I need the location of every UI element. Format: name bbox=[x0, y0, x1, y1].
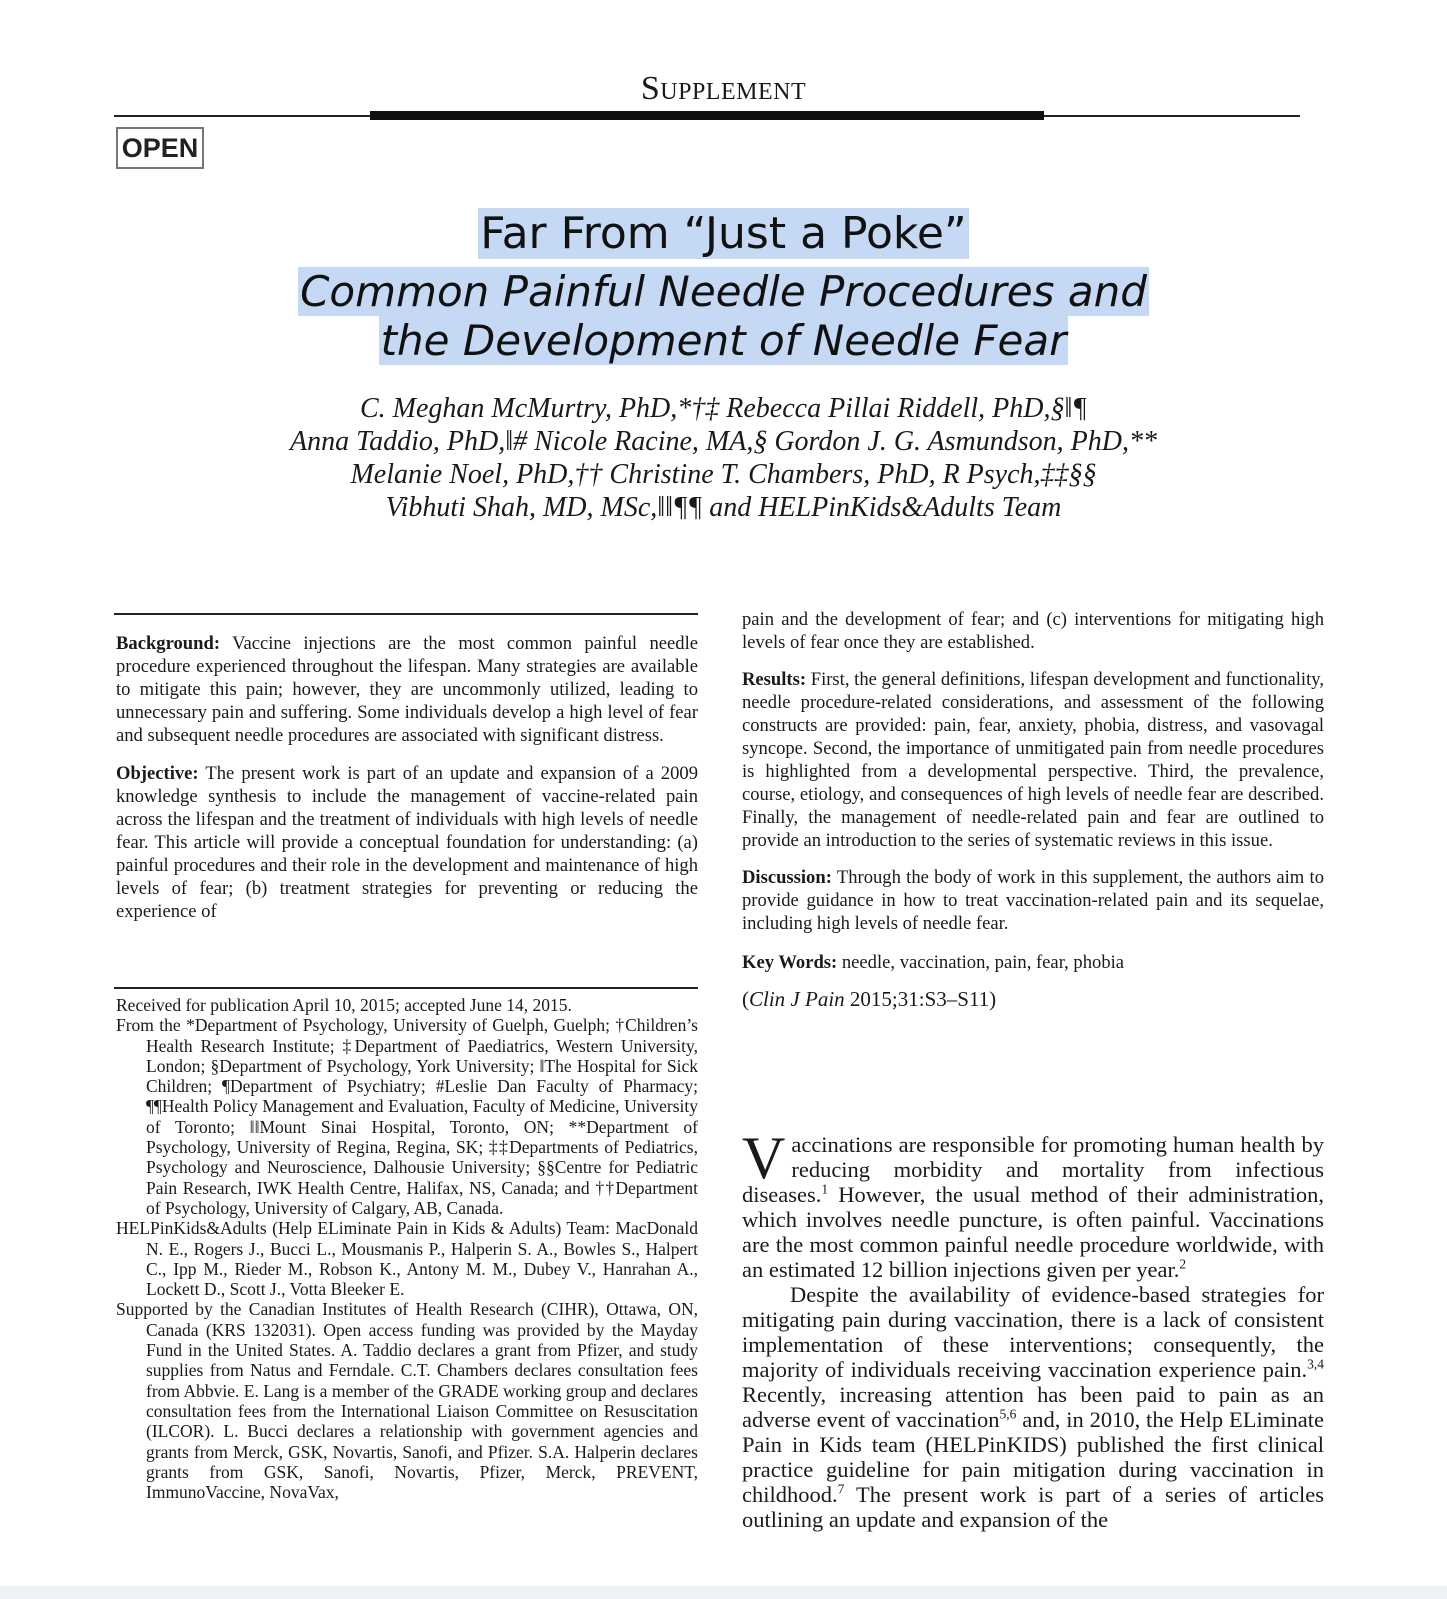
support-note: Supported by the Canadian Institutes of Health Research (CIHR), Ottawa, ON, Canada (KRS 132031). Open access funding was provided by the Mayday Fund in the United States. A. Taddio declares a grant from Pfizer, and study supplies from Natus and Ferndale. C.T. Chambers declares consultation fees from Abbvie. E. Lang is a member of the GRADE working group and declares consultation fees from the International Liaison Committee on Resuscitation (ILCOR). L. Bucci declares a relationship with government agencies and grants from Merck, GSK, Novartis, Sanofi, and Pfizer. S.A. Halperin declares grants from GSK, Sanofi, Novartis, Pfizer, Merck, PREVENT, ImmunoVaccine, NovaVax, bbox=[116, 1299, 698, 1503]
abstract-background bbox=[116, 632, 698, 747]
author-line: C. Meghan McMurtry, PhD,*†‡ Rebecca Pillai Riddell, PhD,§‖¶ bbox=[359, 393, 1087, 424]
objective-continued: pain and the development of fear; and (c) interventions for mitigating high levels of fear once they are established. bbox=[742, 609, 1324, 653]
keywords-label: Key Words: bbox=[742, 952, 838, 973]
reference-marker: 7 bbox=[837, 1481, 845, 1497]
subtitle-line-2: the Development of Needle Fear bbox=[380, 316, 1067, 365]
discussion-text: Through the body of work in this supplement, the authors aim to provide guidance in how to treat vaccination-related pain and its sequelae, including high levels of needle fear. bbox=[742, 867, 1324, 934]
reference-marker: 3,4 bbox=[1307, 1356, 1324, 1372]
abstract-discussion bbox=[742, 866, 1324, 935]
article-title bbox=[0, 207, 1447, 261]
article-title-text: Far From “Just a Poke” bbox=[480, 208, 967, 259]
header-thick-rule bbox=[370, 111, 1044, 120]
body-text bbox=[742, 1132, 1324, 1582]
body-text-run: However, the usual method of their administration, which involves needle puncture, is often painful. Vaccinations are the most common painful needle procedure worldwide, with an estimated 12 billion injections given per year. bbox=[742, 1182, 1324, 1282]
key-words bbox=[742, 951, 1324, 974]
citation-details: 2015;31:S3–S11) bbox=[849, 987, 997, 1011]
citation: (Clin J Pain 2015;31:S3–S11) bbox=[742, 987, 997, 1011]
abstract-results bbox=[742, 668, 1324, 852]
body-text-run: The present work is part of a series of articles outlining an update and expansion of the bbox=[742, 1482, 1324, 1532]
body-paragraph-2 bbox=[742, 1282, 1324, 1532]
body-paragraph-1 bbox=[742, 1132, 1324, 1282]
abstract-objective bbox=[116, 762, 698, 923]
background-text: Vaccine injections are the most common painful needle procedure experienced throughout the lifespan. Many strategies are available to mitigate this pain; however, they are uncommonly utilized, leading to unnecessary pain and suffering. Some individuals develop a high level of fear and subsequent needle procedures are associated with significant distress. bbox=[116, 633, 699, 746]
reference-marker: 5,6 bbox=[999, 1406, 1017, 1422]
body-text-run: Recently, increasing attention has been paid to pain as an adverse event of vaccination bbox=[742, 1382, 1324, 1432]
discussion-label: Discussion: bbox=[742, 867, 832, 888]
abstract-right bbox=[742, 608, 1324, 1011]
reference-marker: 2 bbox=[1179, 1256, 1187, 1272]
viewer-bottom-bar bbox=[0, 1586, 1447, 1599]
open-access-badge: OPEN bbox=[116, 127, 204, 169]
reference-marker: 1 bbox=[821, 1181, 829, 1197]
affiliations-note: From the *Department of Psychology, University of Guelph, Guelph; †Children’s Health Research Institute; ‡Department of Paediatrics, Western University, London; §Department of Psychology, York University; ‖The Hospital for Sick Children; ¶Department of Psychiatry; #Leslie Dan Faculty of Pharmacy; ¶¶Health Policy Management and Evaluation, Faculty of Medicine, University of Toronto; ‖‖Mount Sinai Hospital, Toronto, ON; **Department of Psychology, University of Regina, Regina, SK; ‡‡Departments of Pediatrics, Psychology and Neuroscience, Dalhousie University; §§Centre for Pediatric Pain Research, IWK Health Centre, Halifax, NS, Canada; and ††Department of Psychology, University of Calgary, AB, Canada. bbox=[116, 1015, 698, 1218]
team-note: HELPinKids&Adults (Help ELiminate Pain in Kids & Adults) Team: MacDonald N. E., Rogers J., Bucci L., Mousmanis P., Halperin S. A., Bowles S., Halpert C., Ipp M., Rieder M., Robson K., Antony M. M., Dubey V., Hanrahan A., Lockett D., Scott J., Votta Bleeker E. bbox=[116, 1218, 698, 1300]
footnote-rule bbox=[114, 987, 698, 989]
objective-label: Objective: bbox=[116, 763, 199, 784]
results-text: First, the general definitions, lifespan development and functionality, needle procedure-related considerations, and assessment of the following constructs are provided: pain, fear, anxiety, phobia, distress, and vasovagal syncope. Second, the importance of unmitigated pain from needle procedures is highlighted from a developmental perspective. Third, the prevalence, course, etiology, and consequences of high levels of needle fear are described. Finally, the management of needle-related pain and fear are outlined to provide an introduction to the series of systematic reviews in this issue. bbox=[742, 669, 1325, 851]
received-note: Received for publication April 10, 2015; accepted June 14, 2015. bbox=[116, 995, 572, 1015]
abstract-top-rule bbox=[114, 613, 698, 615]
footnotes bbox=[116, 995, 698, 1502]
citation-journal: Clin J Pain bbox=[749, 987, 845, 1011]
body-text-run: Despite the availability of evidence-based strategies for mitigating pain during vaccination, there is a lack of consistent implementation of these interventions; consequently, the majority of individuals receiving vaccination experience pain. bbox=[742, 1282, 1324, 1382]
subtitle-line-1: Common Painful Needle Procedures and bbox=[300, 267, 1147, 316]
keywords-text: needle, vaccination, pain, fear, phobia bbox=[841, 952, 1125, 973]
results-label: Results: bbox=[742, 669, 807, 690]
drop-cap: V bbox=[742, 1132, 786, 1191]
abstract-left bbox=[116, 632, 698, 923]
author-line: Melanie Noel, PhD,†† Christine T. Chambers, PhD, R Psych,‡‡§§ bbox=[350, 459, 1097, 490]
article-subtitle bbox=[0, 268, 1447, 366]
background-label: Background: bbox=[116, 633, 221, 654]
author-list bbox=[0, 392, 1447, 524]
body-text-run: accinations are responsible for promoting human health by reducing morbidity and mortality from infectious diseases. bbox=[742, 1132, 1324, 1207]
author-line: Anna Taddio, PhD,‖# Nicole Racine, MA,§ Gordon J. G. Asmundson, PhD,** bbox=[290, 426, 1157, 457]
section-label: Supplement bbox=[640, 70, 807, 107]
body-text-run: and, in 2010, the Help ELiminate Pain in Kids team (HELPinKIDS) published the first clinical practice guideline for pain mitigation during vaccination in childhood. bbox=[742, 1407, 1324, 1507]
author-line: Vibhuti Shah, MD, MSc,‖‖¶¶ and HELPinKids&Adults Team bbox=[385, 492, 1062, 523]
objective-text: The present work is part of an update and expansion of a 2009 knowledge synthesis to include the management of vaccine-related pain across the lifespan and the treatment of individuals with high levels of needle fear. This article will provide a conceptual foundation for understanding: (a) painful procedures and their role in the development and maintenance of high levels of fear; (b) treatment strategies for preventing or reducing the experience of bbox=[116, 763, 698, 922]
